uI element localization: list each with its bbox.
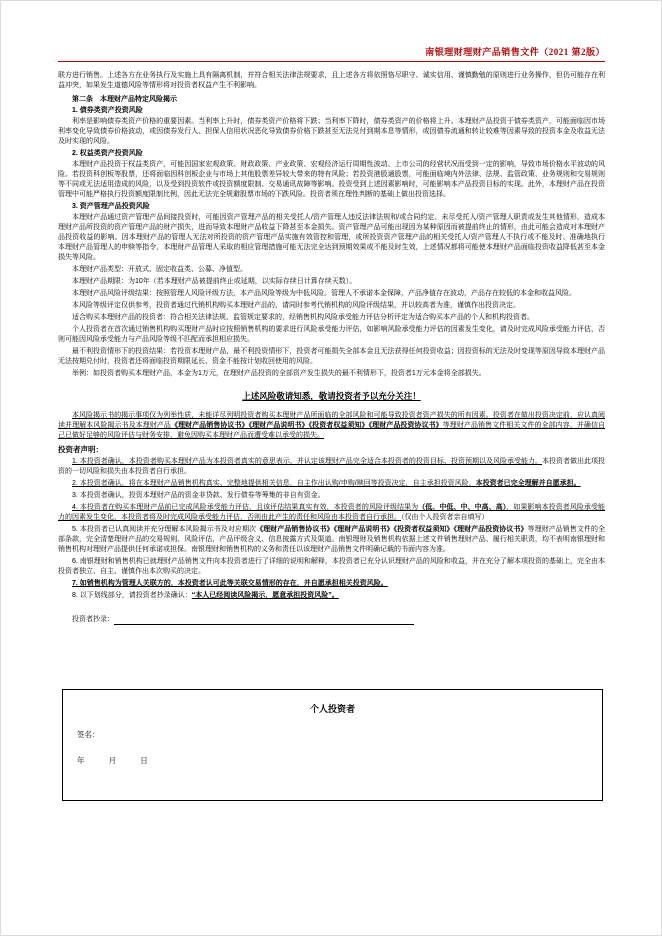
product-fact-term: 本理财产品期限：为10年（若本理财产品被提前终止或延期，以实际存续日计算存续天数）。 (72, 278, 357, 285)
document-header-title: 南银理财理财产品销售文件（2021 第2版） (58, 45, 605, 62)
product-fact-loss-example: 举例：如投资者购买本理财产品，本金为1万元，在理财产品投资的全部资产发生损失的最不利情形下，投资者1万元本金将全部损失。 (72, 370, 486, 377)
declaration-item-5-pre: 5. 本投资者已认真阅读并充分理解本风险揭示书及对应期次 (72, 526, 257, 533)
intro-paragraph: 联方进行销售。上述各方在业务执行及实施上具有隔离机制，并符合相关法律法规要求，且上述各方将依照恪尽职守、诚实信用、谨慎勤勉的原则进行业务操作，但仍可能存在利益冲突，如果发生道德风险等情形将对投资者权益产生不利影响。 (58, 72, 605, 89)
declaration-item-4-risk-options: （低、中低、中、中高、高） (418, 504, 507, 511)
declaration-item-2-underlined: 2. 本投资者确认，将在本理财产品销售机构真实、完整地提供相关信息，自主作出认购/申购/赎回等投资决定，自主承担投资风险， (72, 480, 476, 487)
signature-box-title: 个人投资者 (309, 704, 355, 714)
individual-investor-signature-box (62, 689, 603, 801)
declaration-item-4 (58, 503, 605, 523)
disclosure-paragraph (58, 411, 605, 441)
declaration-item-8 (58, 591, 605, 601)
date-month-label: 月 (108, 756, 117, 765)
risk-attention-line: 上述风险敬请知悉，敬请投资者予以充分关注！ (242, 391, 421, 401)
declaration-item-4-note: （仅由个人投资者亲自填写） (401, 514, 489, 521)
declaration-item-7: 7. 如销售机构为管理人关联方的，本投资者认可此等关联交易情形的存在，并自愿承担相关投资风险。 (72, 580, 388, 587)
risk-heading-bonds: 1. 债券类资产投资风险 (72, 107, 143, 114)
product-fact-type: 本理财产品类型：开放式、固定收益类、公募、净值型。 (72, 266, 247, 273)
declaration-item-5-document-titles: 《理财产品销售协议书》《理财产品说明书》《投资者权益须知》《理财产品投资协议书》 (256, 526, 528, 533)
declaration-item-4-underlined-1: 4. 本投资者在购买本理财产品前已完成风险承受能力评估，且该评估结果真实有效，本投资者的风险评级结果为 (72, 504, 419, 511)
risk-body-asset-mgmt: 本理财产品通过资产管理产品间接投资时，可能因资产管理产品的相关受托人/资产管理人违反法律法规和/或合同约定、未尽受托人/资产管理人职责或发生其他情形，造成本理财产品所投资的资产管理产品的财产损失，进而导致本理财产品收益下降甚至本金损失。资产管理产品可能出现因为某种原因而被提前终止的情形，由此可能会造成对本理财产品投资收益的影响。因本理财产品的管理人无法对所投资的资产管理产品实施有效管控和管理，或所投资资产管理产品的相关受托人/资产管理人不执行或不能及时、准确地执行本理财产品管理人的申赎等指令，本理财产品管理人采取的相应管理措施可能无法完全达到预期效果或不能及时生效，上述情况都将可能使本理财产品面临投资收益降低甚至本金损失等风险。 (58, 214, 605, 261)
investor-declaration-title: 投资者声明： (58, 445, 103, 454)
date-year-label: 年 (77, 756, 85, 765)
transcription-blank-line (114, 616, 414, 625)
declaration-item-8-quote: “本人已经阅读风险揭示，愿意承担投资风险”。 (191, 592, 339, 599)
declaration-item-1 (58, 457, 605, 477)
declaration-item-8-pre: 8. 以下划线部分，请投资者抄录确认： (72, 592, 192, 599)
transcription-label: 投资者抄录： (72, 616, 114, 623)
disclosure-text-pre: 本风险揭示书的揭示事项仅为列举性质，未能详尽列明投资者购买本理财产品所面临的全部风险和可能导致投资者资产损失的所有因素。投资者在做出投资决定前，应认真阅读并理解本风险揭示书及本理财产品 (58, 412, 605, 429)
date-day-label: 日 (140, 756, 148, 765)
product-fact-risk-assessment: 个人投资者在首次通过销售机构购买理财产品时应按照销售机构的要求进行风险承受能力评估，如影响风险承受能力评估的因素发生变化，请及时完成风险承受能力评估，否则可能因风险承受能力与产品风险等级不匹配而承担相应损失。 (58, 326, 605, 343)
declaration-item-1-tail: 本投资者做出此项投资的一切风险和损失由本投资者自行承担。 (58, 458, 606, 475)
risk-body-equity: 本理财产品投资于权益类资产，可能因国家宏观政策、财政政策、产业政策、宏观经济运行周期性波动、上市公司的经营状况而受到一定的影响，导致市场价格水平波动的风险。若投资科创板等股票，还将面临因科创板企业与市场上其他股票差异较大带来的特有风险；若投资港股通股票，可能面临境内外法律、法规、监管政策、业务规则和交易规则等不同或无法适用造成的风险，以及受到投资软件或投资额度限制、交易通讯故障等影响。投资受到上述因素影响时，可能影响本产品投资目标的实现。此外，本理财产品在投资管理中可能严格执行投资额度限制比例，因此无法完全规避股票市场的下跌风险。投资者须在理性判断的基础上做出投资选择。 (58, 161, 605, 198)
declaration-item-5 (58, 525, 605, 555)
section2-title: 第二条 本理财产品特定风险揭示 (72, 95, 177, 103)
product-fact-worst-case: 最不利投资情形下的投资结果：若投资本理财产品，最不利投资情形下，投资者可能损失全部本金且无法获得任何投资收益；因投资标的无法及时变现等原因导致本理财产品无法按期兑付时，投资者还将面临投资期限延长、资金不能按计划收回使用的风险。 (58, 348, 605, 365)
transcription-row (58, 615, 605, 625)
declaration-item-4-underlined-2: ，如果影响本投资者风险承受能力的因素发生变化，本投资者将及时完成风险承受能力评估，否则由此产生的责任和风险由本投资者自行承担。 (58, 504, 606, 521)
signature-label: 签名： (77, 730, 100, 739)
risk-heading-asset-mgmt: 3. 资产管理产品投资风险 (72, 203, 150, 210)
product-fact-risk-rating: 本理财产品风险评级结果：按照管理人风险评级方法，本产品风险等级为中低风险。管理人不承诺本金保障，产品净值存在波动，产品存在较低的本金和收益风险。 (72, 290, 576, 297)
declaration-item-3: 3. 本投资者确认，投资本理财产品的资金非贷款、发行债券等筹集的非自有资金。 (72, 492, 325, 499)
declaration-item-2-bold: 本投资者已完全理解并自愿承担。 (475, 480, 581, 487)
disclosure-document-titles: 《理财产品销售协议书》《理财产品说明书》《投资者权益须知》《理财产品投资协议书》 (170, 422, 443, 429)
product-fact-rating-note: 本风险等级评定仅供参考，投资者通过代销机构购买本理财产品的，请同时参考代销机构的风险评级结果，并以较高者为准，谨慎作出投资决定。 (72, 302, 520, 309)
product-fact-suitable-investors: 适合购买本理财产品的投资者：符合相关法律法规、监管规定要求的，经销售机构风险承受能力评估分析评定为适合购买本产品的个人和机构投资者。 (72, 314, 534, 321)
declaration-item-6: 6. 南银理财和销售机构已就理财产品销售文件向本投资者进行了详细的说明和解释，本投资者已充分认识理财产品的风险和收益，并在充分了解本项投资的基础上，完全由本投资者独立、自主、谨慎作出本次购买的决定。 (58, 558, 605, 575)
declaration-item-2 (58, 479, 605, 489)
declaration-item-1-underlined: 1. 本投资者确认，本投资者购买本理财产品为本投资者真实的意思表示，并认定该理财产品完全适合本投资者的投资目标、投资预期以及风险承受能力。 (72, 458, 542, 465)
date-row (77, 756, 588, 766)
risk-heading-equity: 2. 权益类资产投资风险 (72, 150, 143, 157)
declaration-item-5-post: 等理财产品销售文件的全部条款，完全清楚理财产品的交易规则、风险评估、产品评级含义、信息披露方式及渠道。南银理财及销售机构依据上述文件销售理财产品、履行相关职责，均不表明南银理财和销售机构对理财产品提供任何承诺或担保。南银理财和销售机构的义务和责任以该理财产品销售文件明确记载的书面内容为准。 (58, 526, 606, 553)
disclosure-text-post: 等理财产品销售文件相关文件的全部内容，并确信自己已做好足够的风险评估与财务安排，避免因购买本理财产品而遭受难以承受的损失。 (58, 422, 606, 439)
risk-body-bonds: 利率是影响债券类资产价格的重要因素。当利率上升时，债券类资产价格将下跌；当利率下降时，债券类资产的价格将上升。本理财产品投资于债券类资产，可能面临因市场利率变化导致债券价格波动，或因债券发行人、担保人信用状况恶化导致债券价格下跌甚至无法兑付到期本息等情形，或因债券流通和转让较难等因素导致的投资本金及收益无法及时实现的风险。 (58, 118, 605, 145)
signature-label-row (77, 730, 588, 740)
